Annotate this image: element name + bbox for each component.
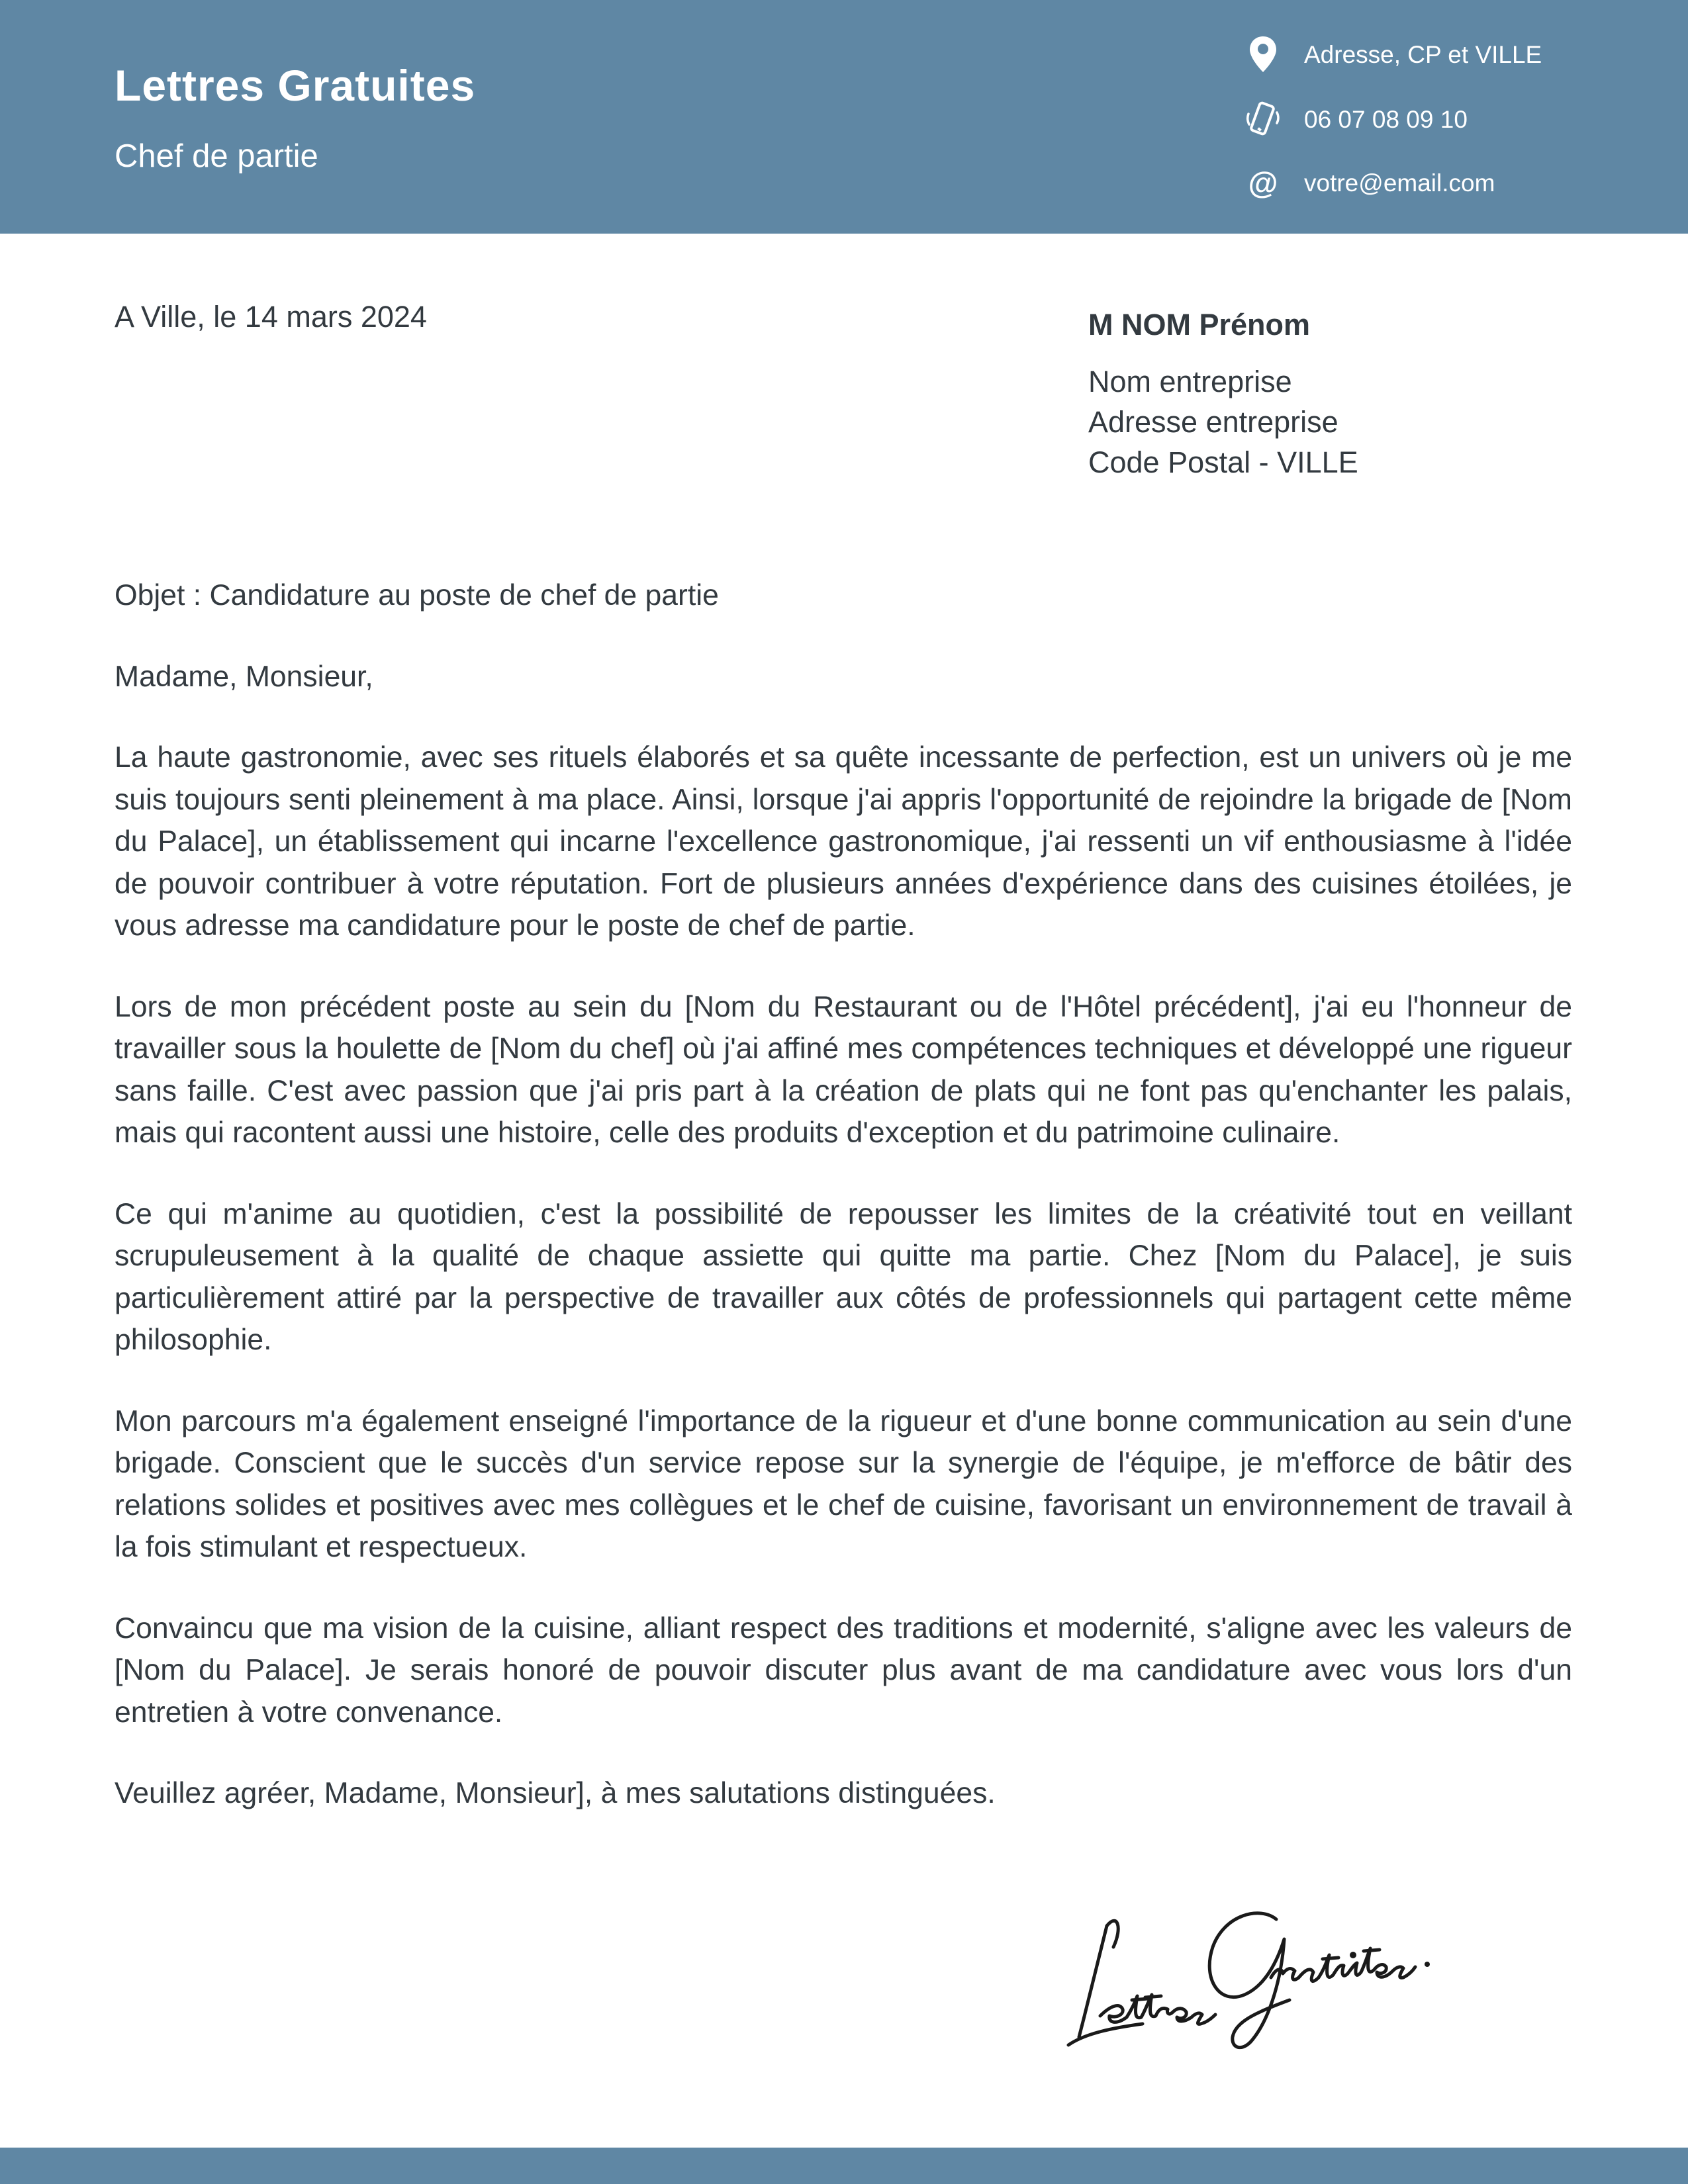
at-sign-icon: @ — [1248, 165, 1278, 200]
contact-phone — [1244, 99, 1468, 139]
letter-paragraph-4: Mon parcours m'a également enseigné l'importance de la rigueur et d'une bonne communication au sein d'une brigade. Conscient que le succès d'un service repose sur la synergie de l'équipe, je m'efforce de bâtir des relations solides et positives avec mes collègues et le chef de cuisine, favorisant un environnement de travail à la fois stimulant et respectueux. — [115, 1404, 1572, 1563]
letter-closing: Veuillez agréer, Madame, Monsieur], à mes salutations distinguées. — [115, 1777, 996, 1809]
letter-paragraph-2: Lors de mon précédent poste au sein du [Nom du Restaurant ou de l'Hôtel précédent], j'ai eu l'honneur de travailler sous la houlette de [Nom du chef] où j'ai affiné mes compétences techniques et développé une rigueur sans faille. C'est avec passion que j'ai pris part à la création de plats qui ne font pas qu'enchanter les palais, mais qui racontent aussi une histoire, celle des produits d'exception et du patrimoine culinaire. — [115, 990, 1572, 1149]
header-banner — [0, 0, 1688, 234]
letter-subject: Objet : Candidature au poste de chef de partie — [115, 579, 719, 612]
contact-address — [1244, 34, 1542, 74]
letter-paragraph-5: Convaincu que ma vision de la cuisine, alliant respect des traditions et modernité, s'aligne avec les valeurs de [Nom du Palace]. Je serais honoré de pouvoir discuter plus avant de ma candidature avec vous lors d'un entretien à votre convenance. — [115, 1612, 1572, 1729]
signature — [1059, 1886, 1456, 2058]
sender-role: Chef de partie — [115, 138, 318, 174]
footer-bar — [0, 2148, 1688, 2184]
letter-paragraph-1: La haute gastronomie, avec ses rituels élaborés et sa quête incessante de perfection, est un univers où je me suis toujours senti pleinement à ma place. Ainsi, lorsque j'ai appris l'opportunité de rejoindre la brigade de [Nom du Palace], un établissement qui incarne l'excellence gastronomique, j'ai ressenti un vif enthousiasme à l'idée de pouvoir contribuer à votre réputation. Fort de plusieurs années d'expérience dans des cuisines étoilées, je vous adresse ma candidature pour le poste de chef de partie. — [115, 741, 1572, 942]
letter-date: A Ville, le 14 mars 2024 — [115, 300, 427, 334]
recipient-company: Nom entreprise — [1088, 365, 1292, 398]
sender-name: Lettres Gratuites — [115, 61, 476, 110]
letter-salutation: Madame, Monsieur, — [115, 660, 373, 693]
contact-email — [1244, 163, 1495, 203]
phone-icon — [1244, 99, 1282, 139]
recipient-address: Adresse entreprise — [1088, 405, 1338, 439]
recipient-block — [1088, 304, 1358, 482]
recipient-city: Code Postal - VILLE — [1088, 445, 1358, 479]
contact-phone-text: 06 07 08 09 10 — [1304, 105, 1468, 133]
letter-paragraph-3: Ce qui m'anime au quotidien, c'est la possibilité de repousser les limites de la créativité tout en veillant scrupuleusement à la qualité de chaque assiette qui quitte ma partie. Chez [Nom du Palace], je suis particulièrement attiré par la perspective de travailler aux côtés de professionnels qui partagent cette même philosophie. — [115, 1197, 1572, 1356]
location-pin-icon — [1244, 34, 1282, 74]
recipient-name: M NOM Prénom — [1088, 308, 1311, 341]
contact-address-text: Adresse, CP et VILLE — [1304, 40, 1542, 68]
contact-email-text: votre@email.com — [1304, 169, 1495, 197]
letter-body — [115, 574, 1572, 1854]
